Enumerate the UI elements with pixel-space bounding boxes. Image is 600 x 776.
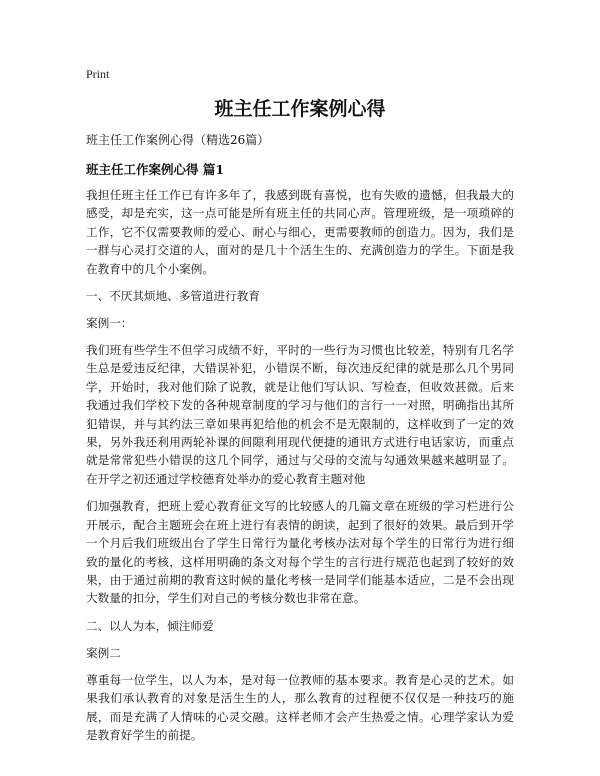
case-one-continued-paragraph: 们加强教育，把班上爱心教育征文写的比较感人的几篇文章在班级的学习栏进行公开展示，配合主题班会在班上进行有表情的朗读，起到了很好的效果。最后到开学一个月后我们班级出台了学生日常行为量化考核办法对每个学生的日常行为进行细致的量化的考核，这样用明确的条文对每个学生的言行进行规范也起到了较好的效果，由于通过前期的教育这时候的量化考核一是同学们能基本适应，二是不会出现大数量的扣分，学生们对自己的考核分数也非常在意。 [86,499,514,606]
page-title: 班主任工作案例心得 [214,98,386,120]
section-heading: 班主任工作案例心得 篇1 [86,162,225,177]
print-link[interactable]: Print [86,67,110,81]
case-two-paragraph: 尊重每一位学生，以人为本，是对每一位教师的基本要求。教育是心灵的艺术。如果我们承认教育的对象是活生生的人，那么教育的过程便不仅仅是一种技巧的施展，而是充满了人情味的心灵交融。这样老师才会产生热爱之情。心理学家认为爱是教育好学生的前提。 [86,672,514,742]
subheading-two: 二、以人为本，倾注师爱 [86,618,214,633]
intro-paragraph: 我担任班主任工作已有许多年了，我感到既有喜悦，也有失败的遗憾，但我最大的感受，却是充实，这一点可能是所有班主任的共同心声。管理班级，是一项琐碎的工作，它不仅需要教师的爱心、耐心与细心，更需要教师的创造力。因为，我们是一群与心灵打交道的人，面对的是几十个活生生的、充满创造力的学生。下面是我在教育中的几个小案例。 [86,188,514,276]
case-one-label: 案例一： [86,316,133,331]
case-one-paragraph: 我们班有些学生不但学习成绩不好，平时的一些行为习惯也比较差，特别有几名学生总是爱违反纪律，大错误补犯，小错误不断，每次违反纪律的就是那么几个男同学，开始时，我对他们除了说教，就是让他们写认识、写检查，但收效甚微。后来我通过我们学校下发的各种规章制度的学习与他们的言行一一对照，明确指出其所犯错误，并与其约法三章如果再犯给他的机会不是无限制的，这样收到了一定的效果，另外我还利用两轮补课的间隙利用现代便捷的通讯方式进行电话家访，而重点就是常常犯些小错误的这几个同学，通过与父母的交流与勾通效果越来越明显了。在开学之初还通过学校德育处举办的爱心教育主题对他 [86,343,514,486]
document-subtitle: 班主任工作案例心得（精选26篇） [86,133,270,147]
case-two-label: 案例二 [86,645,121,660]
subheading-one: 一、不厌其烦地、多管道进行教育 [86,289,260,304]
